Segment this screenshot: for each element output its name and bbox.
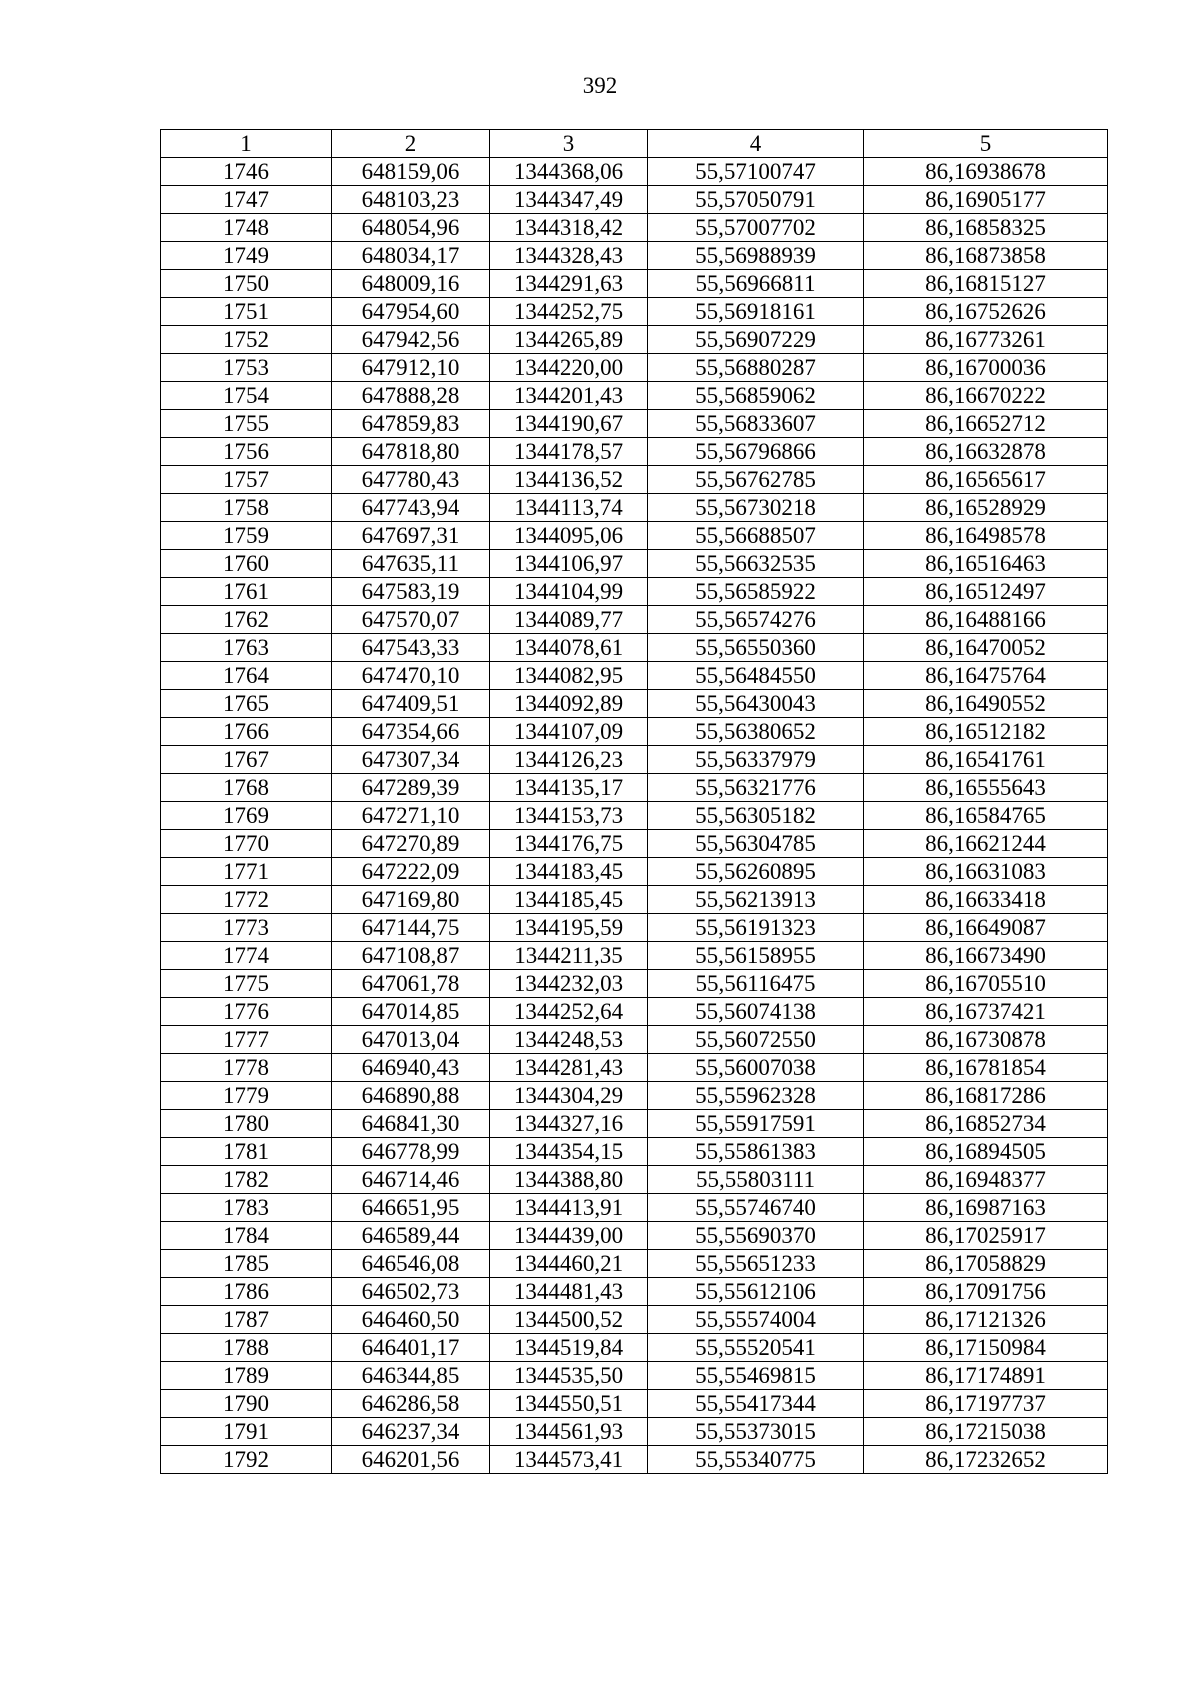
table-cell: 646589,44 (332, 1222, 490, 1250)
table-cell: 646940,43 (332, 1054, 490, 1082)
table-cell: 647954,60 (332, 298, 490, 326)
table-cell: 646502,73 (332, 1278, 490, 1306)
table-row (161, 1110, 1108, 1138)
table-cell: 1344183,45 (490, 858, 648, 886)
table-cell: 86,16490552 (864, 690, 1108, 718)
table-cell: 86,16752626 (864, 298, 1108, 326)
table-cell: 1344388,80 (490, 1166, 648, 1194)
table-row (161, 1222, 1108, 1250)
table-cell: 1344252,75 (490, 298, 648, 326)
table-cell: 55,55651233 (648, 1250, 864, 1278)
table-row (161, 158, 1108, 186)
table-cell: 1344413,91 (490, 1194, 648, 1222)
table-cell: 1344318,42 (490, 214, 648, 242)
coordinates-table (160, 129, 1108, 1474)
column-header: 1 (161, 130, 332, 158)
table-row (161, 1166, 1108, 1194)
table-cell: 55,56304785 (648, 830, 864, 858)
table-cell: 1750 (161, 270, 332, 298)
table-cell: 1766 (161, 718, 332, 746)
table-cell: 86,16632878 (864, 438, 1108, 466)
table-cell: 86,17174891 (864, 1362, 1108, 1390)
table-cell: 1770 (161, 830, 332, 858)
table-cell: 55,57100747 (648, 158, 864, 186)
table-cell: 648034,17 (332, 242, 490, 270)
table-cell: 55,56988939 (648, 242, 864, 270)
table-cell: 1775 (161, 970, 332, 998)
table-row (161, 1446, 1108, 1474)
table-cell: 86,16512182 (864, 718, 1108, 746)
table-row (161, 494, 1108, 522)
table-cell: 86,17215038 (864, 1418, 1108, 1446)
table-cell: 648159,06 (332, 158, 490, 186)
table-cell: 647697,31 (332, 522, 490, 550)
table-cell: 1791 (161, 1418, 332, 1446)
table-cell: 55,56380652 (648, 718, 864, 746)
table-cell: 647743,94 (332, 494, 490, 522)
table-row (161, 634, 1108, 662)
table-body (161, 158, 1108, 1474)
table-cell: 86,16512497 (864, 578, 1108, 606)
table-cell: 86,17197737 (864, 1390, 1108, 1418)
table-cell: 1344104,99 (490, 578, 648, 606)
table-cell: 86,16948377 (864, 1166, 1108, 1194)
table-cell: 1344328,43 (490, 242, 648, 270)
table-cell: 55,56074138 (648, 998, 864, 1026)
table-cell: 1344176,75 (490, 830, 648, 858)
table-cell: 1344561,93 (490, 1418, 648, 1446)
table-row (161, 802, 1108, 830)
table-cell: 55,57007702 (648, 214, 864, 242)
table-cell: 1773 (161, 914, 332, 942)
table-cell: 1783 (161, 1194, 332, 1222)
table-row (161, 1390, 1108, 1418)
table-cell: 646344,85 (332, 1362, 490, 1390)
table-row (161, 830, 1108, 858)
table-cell: 1762 (161, 606, 332, 634)
table-cell: 55,56833607 (648, 410, 864, 438)
table-cell: 55,56574276 (648, 606, 864, 634)
table-cell: 1344082,95 (490, 662, 648, 690)
table-cell: 1344291,63 (490, 270, 648, 298)
table-cell: 647470,10 (332, 662, 490, 690)
table-cell: 1344500,52 (490, 1306, 648, 1334)
table-cell: 1344248,53 (490, 1026, 648, 1054)
table-cell: 86,16475764 (864, 662, 1108, 690)
table-cell: 1344573,41 (490, 1446, 648, 1474)
table-row (161, 578, 1108, 606)
table-cell: 55,56213913 (648, 886, 864, 914)
table-cell: 86,17091756 (864, 1278, 1108, 1306)
table-row (161, 886, 1108, 914)
table-cell: 86,16781854 (864, 1054, 1108, 1082)
table-row (161, 998, 1108, 1026)
table-cell: 647912,10 (332, 354, 490, 382)
table-cell: 86,16700036 (864, 354, 1108, 382)
table-cell: 646546,08 (332, 1250, 490, 1278)
table-cell: 86,16498578 (864, 522, 1108, 550)
table-cell: 55,56337979 (648, 746, 864, 774)
table-cell: 1781 (161, 1138, 332, 1166)
table-cell: 1787 (161, 1306, 332, 1334)
table-cell: 55,56430043 (648, 690, 864, 718)
table-cell: 1344535,50 (490, 1362, 648, 1390)
table-cell: 1790 (161, 1390, 332, 1418)
table-row (161, 1138, 1108, 1166)
table-row (161, 1026, 1108, 1054)
table-cell: 1344092,89 (490, 690, 648, 718)
table-cell: 86,16649087 (864, 914, 1108, 942)
table-cell: 1344519,84 (490, 1334, 648, 1362)
table-cell: 646201,56 (332, 1446, 490, 1474)
table-cell: 1769 (161, 802, 332, 830)
table-cell: 647818,80 (332, 438, 490, 466)
table-cell: 1344106,97 (490, 550, 648, 578)
table-cell: 86,16488166 (864, 606, 1108, 634)
table-cell: 86,16873858 (864, 242, 1108, 270)
table-cell: 646651,95 (332, 1194, 490, 1222)
table-cell: 86,17025917 (864, 1222, 1108, 1250)
table-row (161, 858, 1108, 886)
table-cell: 55,57050791 (648, 186, 864, 214)
table-cell: 646237,34 (332, 1418, 490, 1446)
table-cell: 1344135,17 (490, 774, 648, 802)
table-cell: 647061,78 (332, 970, 490, 998)
table-cell: 1746 (161, 158, 332, 186)
table-cell: 647014,85 (332, 998, 490, 1026)
table-cell: 1344481,43 (490, 1278, 648, 1306)
table-cell: 1344232,03 (490, 970, 648, 998)
table-cell: 1771 (161, 858, 332, 886)
table-cell: 1765 (161, 690, 332, 718)
table-cell: 1344089,77 (490, 606, 648, 634)
table-cell: 55,56762785 (648, 466, 864, 494)
table-cell: 1344347,49 (490, 186, 648, 214)
table-cell: 86,16631083 (864, 858, 1108, 886)
table-row (161, 522, 1108, 550)
table-row (161, 466, 1108, 494)
table-cell: 55,55340775 (648, 1446, 864, 1474)
page-number: 392 (582, 73, 618, 98)
table-cell: 647271,10 (332, 802, 490, 830)
table-cell: 86,16541761 (864, 746, 1108, 774)
table-cell: 1344252,64 (490, 998, 648, 1026)
table-row (161, 1306, 1108, 1334)
table-cell: 646401,17 (332, 1334, 490, 1362)
table-cell: 1344201,43 (490, 382, 648, 410)
table-cell: 86,16730878 (864, 1026, 1108, 1054)
table-cell: 86,16584765 (864, 802, 1108, 830)
table-row (161, 662, 1108, 690)
table-cell: 647013,04 (332, 1026, 490, 1054)
table-cell: 646778,99 (332, 1138, 490, 1166)
table-cell: 55,55861383 (648, 1138, 864, 1166)
table-cell: 1788 (161, 1334, 332, 1362)
table-row (161, 746, 1108, 774)
table-cell: 55,56918161 (648, 298, 864, 326)
table-row (161, 550, 1108, 578)
table-cell: 648009,16 (332, 270, 490, 298)
table-cell: 1344265,89 (490, 326, 648, 354)
table-cell: 55,56260895 (648, 858, 864, 886)
table-cell: 646460,50 (332, 1306, 490, 1334)
table-cell: 1344078,61 (490, 634, 648, 662)
table-cell: 1344126,23 (490, 746, 648, 774)
table-cell: 1344211,35 (490, 942, 648, 970)
table-cell: 1749 (161, 242, 332, 270)
table-cell: 55,56116475 (648, 970, 864, 998)
table-cell: 1344439,00 (490, 1222, 648, 1250)
table-row (161, 690, 1108, 718)
table-cell: 86,16815127 (864, 270, 1108, 298)
table-cell: 647942,56 (332, 326, 490, 354)
table-row (161, 1362, 1108, 1390)
table-cell: 86,16528929 (864, 494, 1108, 522)
table-cell: 86,16555643 (864, 774, 1108, 802)
table-cell: 1764 (161, 662, 332, 690)
table-cell: 55,55469815 (648, 1362, 864, 1390)
table-row (161, 774, 1108, 802)
table-cell: 646841,30 (332, 1110, 490, 1138)
table-cell: 55,56966811 (648, 270, 864, 298)
table-cell: 1344304,29 (490, 1082, 648, 1110)
table-row (161, 606, 1108, 634)
table-cell: 1757 (161, 466, 332, 494)
table-cell: 55,56907229 (648, 326, 864, 354)
table-cell: 86,16705510 (864, 970, 1108, 998)
table-cell: 86,16670222 (864, 382, 1108, 410)
table-cell: 86,16470052 (864, 634, 1108, 662)
table-cell: 86,16621244 (864, 830, 1108, 858)
table-cell: 55,56550360 (648, 634, 864, 662)
table-row (161, 1194, 1108, 1222)
table-cell: 86,16652712 (864, 410, 1108, 438)
table-cell: 1792 (161, 1446, 332, 1474)
table-row (161, 1250, 1108, 1278)
table-cell: 86,16938678 (864, 158, 1108, 186)
table-cell: 647859,83 (332, 410, 490, 438)
table-cell: 1778 (161, 1054, 332, 1082)
table-cell: 1758 (161, 494, 332, 522)
table-cell: 646714,46 (332, 1166, 490, 1194)
table-cell: 55,56632535 (648, 550, 864, 578)
table-row (161, 1418, 1108, 1446)
table-cell: 55,55962328 (648, 1082, 864, 1110)
table-cell: 86,16773261 (864, 326, 1108, 354)
table-cell: 55,55574004 (648, 1306, 864, 1334)
table-cell: 1763 (161, 634, 332, 662)
table-cell: 86,16852734 (864, 1110, 1108, 1138)
table-cell: 1344113,74 (490, 494, 648, 522)
table-row (161, 1278, 1108, 1306)
table-row (161, 1334, 1108, 1362)
table-cell: 1785 (161, 1250, 332, 1278)
table-cell: 1777 (161, 1026, 332, 1054)
table-cell: 1344368,06 (490, 158, 648, 186)
table-cell: 1760 (161, 550, 332, 578)
table-cell: 647635,11 (332, 550, 490, 578)
table-cell: 86,17232652 (864, 1446, 1108, 1474)
column-header: 2 (332, 130, 490, 158)
table-cell: 55,56880287 (648, 354, 864, 382)
table-cell: 55,56585922 (648, 578, 864, 606)
table-row (161, 970, 1108, 998)
table-row (161, 354, 1108, 382)
table-cell: 55,56688507 (648, 522, 864, 550)
table-header-row (161, 130, 1108, 158)
table-cell: 1344095,06 (490, 522, 648, 550)
table-row (161, 914, 1108, 942)
table-cell: 647888,28 (332, 382, 490, 410)
table-cell: 648103,23 (332, 186, 490, 214)
table-cell: 647270,89 (332, 830, 490, 858)
table-cell: 55,56305182 (648, 802, 864, 830)
table-cell: 647583,19 (332, 578, 490, 606)
table-cell: 647108,87 (332, 942, 490, 970)
table-cell: 1748 (161, 214, 332, 242)
table-cell: 55,56484550 (648, 662, 864, 690)
table-cell: 1779 (161, 1082, 332, 1110)
table-cell: 647169,80 (332, 886, 490, 914)
table-cell: 647354,66 (332, 718, 490, 746)
table-row (161, 942, 1108, 970)
table-cell: 86,17150984 (864, 1334, 1108, 1362)
table-cell: 86,16516463 (864, 550, 1108, 578)
table-cell: 86,16858325 (864, 214, 1108, 242)
table-cell: 55,56191323 (648, 914, 864, 942)
table-cell: 647289,39 (332, 774, 490, 802)
table-cell: 647780,43 (332, 466, 490, 494)
table-row (161, 298, 1108, 326)
table-cell: 647570,07 (332, 606, 490, 634)
table-cell: 1751 (161, 298, 332, 326)
table-cell: 55,55803111 (648, 1166, 864, 1194)
table-cell: 1767 (161, 746, 332, 774)
table-cell: 1344550,51 (490, 1390, 648, 1418)
table-cell: 86,17058829 (864, 1250, 1108, 1278)
table-cell: 55,55917591 (648, 1110, 864, 1138)
table-cell: 1755 (161, 410, 332, 438)
table-cell: 1774 (161, 942, 332, 970)
table-cell: 1344178,57 (490, 438, 648, 466)
table-cell: 1754 (161, 382, 332, 410)
table-cell: 1759 (161, 522, 332, 550)
table-cell: 55,55612106 (648, 1278, 864, 1306)
table-row (161, 718, 1108, 746)
table-cell: 1344220,00 (490, 354, 648, 382)
table-row (161, 382, 1108, 410)
table-cell: 1782 (161, 1166, 332, 1194)
table-cell: 648054,96 (332, 214, 490, 242)
table-cell: 86,16905177 (864, 186, 1108, 214)
table-cell: 55,56321776 (648, 774, 864, 802)
table-cell: 86,16673490 (864, 942, 1108, 970)
table-row (161, 214, 1108, 242)
table-row (161, 1054, 1108, 1082)
table-cell: 86,16565617 (864, 466, 1108, 494)
table-cell: 1772 (161, 886, 332, 914)
table-cell: 1752 (161, 326, 332, 354)
table-cell: 1344153,73 (490, 802, 648, 830)
table-cell: 86,16817286 (864, 1082, 1108, 1110)
table-cell: 86,16737421 (864, 998, 1108, 1026)
table-cell: 55,55690370 (648, 1222, 864, 1250)
table-cell: 647543,33 (332, 634, 490, 662)
table-cell: 55,55520541 (648, 1334, 864, 1362)
table-cell: 647144,75 (332, 914, 490, 942)
table-cell: 1344107,09 (490, 718, 648, 746)
table-cell: 1789 (161, 1362, 332, 1390)
column-header: 3 (490, 130, 648, 158)
table-cell: 1756 (161, 438, 332, 466)
table-cell: 1786 (161, 1278, 332, 1306)
table-cell: 1344185,45 (490, 886, 648, 914)
table-cell: 55,55746740 (648, 1194, 864, 1222)
table-cell: 1747 (161, 186, 332, 214)
table-cell: 55,55417344 (648, 1390, 864, 1418)
table-cell: 647222,09 (332, 858, 490, 886)
table-cell: 647307,34 (332, 746, 490, 774)
table-cell: 86,17121326 (864, 1306, 1108, 1334)
table-row (161, 186, 1108, 214)
table-cell: 1344190,67 (490, 410, 648, 438)
table-cell: 1780 (161, 1110, 332, 1138)
table-cell: 86,16894505 (864, 1138, 1108, 1166)
table-cell: 86,16633418 (864, 886, 1108, 914)
table-cell: 646286,58 (332, 1390, 490, 1418)
table-cell: 55,55373015 (648, 1418, 864, 1446)
table-cell: 1768 (161, 774, 332, 802)
table-cell: 1784 (161, 1222, 332, 1250)
table-row (161, 242, 1108, 270)
table-cell: 55,56796866 (648, 438, 864, 466)
table-cell: 1344281,43 (490, 1054, 648, 1082)
table-cell: 55,56859062 (648, 382, 864, 410)
table-cell: 55,56730218 (648, 494, 864, 522)
table-cell: 1344354,15 (490, 1138, 648, 1166)
table-cell: 646890,88 (332, 1082, 490, 1110)
table-cell: 1344195,59 (490, 914, 648, 942)
column-header: 4 (648, 130, 864, 158)
table-row (161, 1082, 1108, 1110)
table-row (161, 270, 1108, 298)
table-row (161, 326, 1108, 354)
table-cell: 1761 (161, 578, 332, 606)
table-cell: 1344327,16 (490, 1110, 648, 1138)
column-header: 5 (864, 130, 1108, 158)
table-cell: 647409,51 (332, 690, 490, 718)
table-row (161, 410, 1108, 438)
table-cell: 1344460,21 (490, 1250, 648, 1278)
table-cell: 55,56007038 (648, 1054, 864, 1082)
table-cell: 1753 (161, 354, 332, 382)
table-cell: 86,16987163 (864, 1194, 1108, 1222)
table-cell: 1344136,52 (490, 466, 648, 494)
table-row (161, 438, 1108, 466)
table-cell: 55,56158955 (648, 942, 864, 970)
table-cell: 55,56072550 (648, 1026, 864, 1054)
table-cell: 1776 (161, 998, 332, 1026)
